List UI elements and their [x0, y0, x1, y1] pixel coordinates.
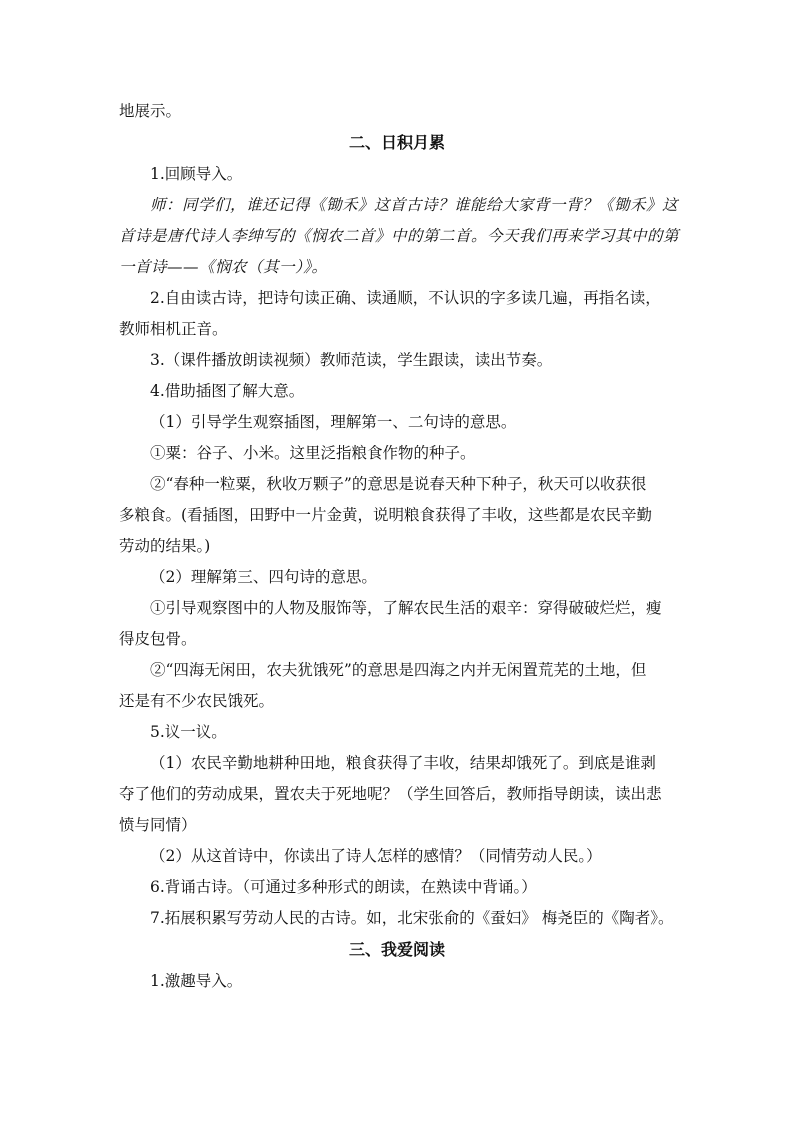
paragraph-line: ①引导观察图中的人物及服饰等，了解农民生活的艰辛：穿得破破烂烂，瘦: [150, 599, 662, 617]
paragraph-line: 6.背诵古诗。（可通过多种形式的朗读，在熟读中背诵。）: [150, 878, 537, 896]
section-heading: 二、日积月累: [348, 133, 445, 152]
paragraph-line: （2）理解第三、四句诗的意思。: [150, 568, 377, 586]
paragraph-line: （2）从这首诗中，你读出了诗人怎样的感情？（同情劳动人民。）: [150, 847, 602, 865]
paragraph-line: 1.回顾导入。: [150, 165, 243, 183]
paragraph-line: ②“四海无闲田，农夫犹饿死”的意思是四海之内并无闲置荒芜的土地，但: [150, 661, 647, 679]
paragraph-line: 4.借助插图了解大意。: [150, 382, 305, 400]
section-heading: 三、我爱阅读: [348, 940, 445, 959]
paragraph-line: 劳动的结果。): [119, 537, 211, 555]
paragraph-line: 还是有不少农民饿死。: [119, 692, 275, 710]
paragraph-line: 首诗是唐代诗人李绅写的《悯农二首》中的第二首。今天我们再来学习其中的第: [119, 227, 680, 245]
paragraph-line: 愤与同情）: [119, 816, 197, 834]
paragraph-line: （1）农民辛勤地耕种田地，粮食获得了丰收，结果却饿死了。到底是谁剥: [150, 754, 656, 772]
paragraph-line: 地展示。: [119, 102, 182, 120]
paragraph-line: 7.拓展积累写劳动人民的古诗。如，北宋张俞的《蚕妇》 梅尧臣的《陶者》。: [150, 909, 674, 927]
paragraph-line: 教师相机正音。: [119, 320, 228, 338]
paragraph-line: 多粮食。(看插图，田野中一片金黄，说明粮食获得了丰收，这些都是农民辛勤: [119, 506, 653, 524]
paragraph-line: 3.（课件播放朗读视频）教师范读，学生跟读，读出节奏。: [150, 351, 553, 369]
paragraph-line: ①粟：谷子、小米。这里泛指粮食作物的种子。: [150, 444, 476, 462]
paragraph-line: 夺了他们的劳动成果，置农夫于死地呢？（学生回答后，教师指导朗读，读出悲: [119, 785, 662, 803]
paragraph-line: 5.议一议。: [150, 723, 227, 741]
paragraph-line: 得皮包骨。: [119, 630, 197, 648]
paragraph-line: 一首诗——《悯农（其一）》。: [119, 258, 328, 276]
paragraph-line: 2.自由读古诗，把诗句读正确、读通顺，不认识的字多读几遍，再指名读，: [150, 289, 661, 307]
paragraph-line: ②“春种一粒粟，秋收万颗子”的意思是说春天种下种子，秋天可以收获很: [150, 475, 647, 493]
paragraph-line: （1）引导学生观察插图，理解第一、二句诗的意思。: [150, 413, 517, 431]
paragraph-line: 1.激趣导入。: [150, 972, 243, 990]
paragraph-line: 师：同学们，谁还记得《锄禾》这首古诗？谁能给大家背一背？《锄禾》这: [150, 196, 679, 214]
